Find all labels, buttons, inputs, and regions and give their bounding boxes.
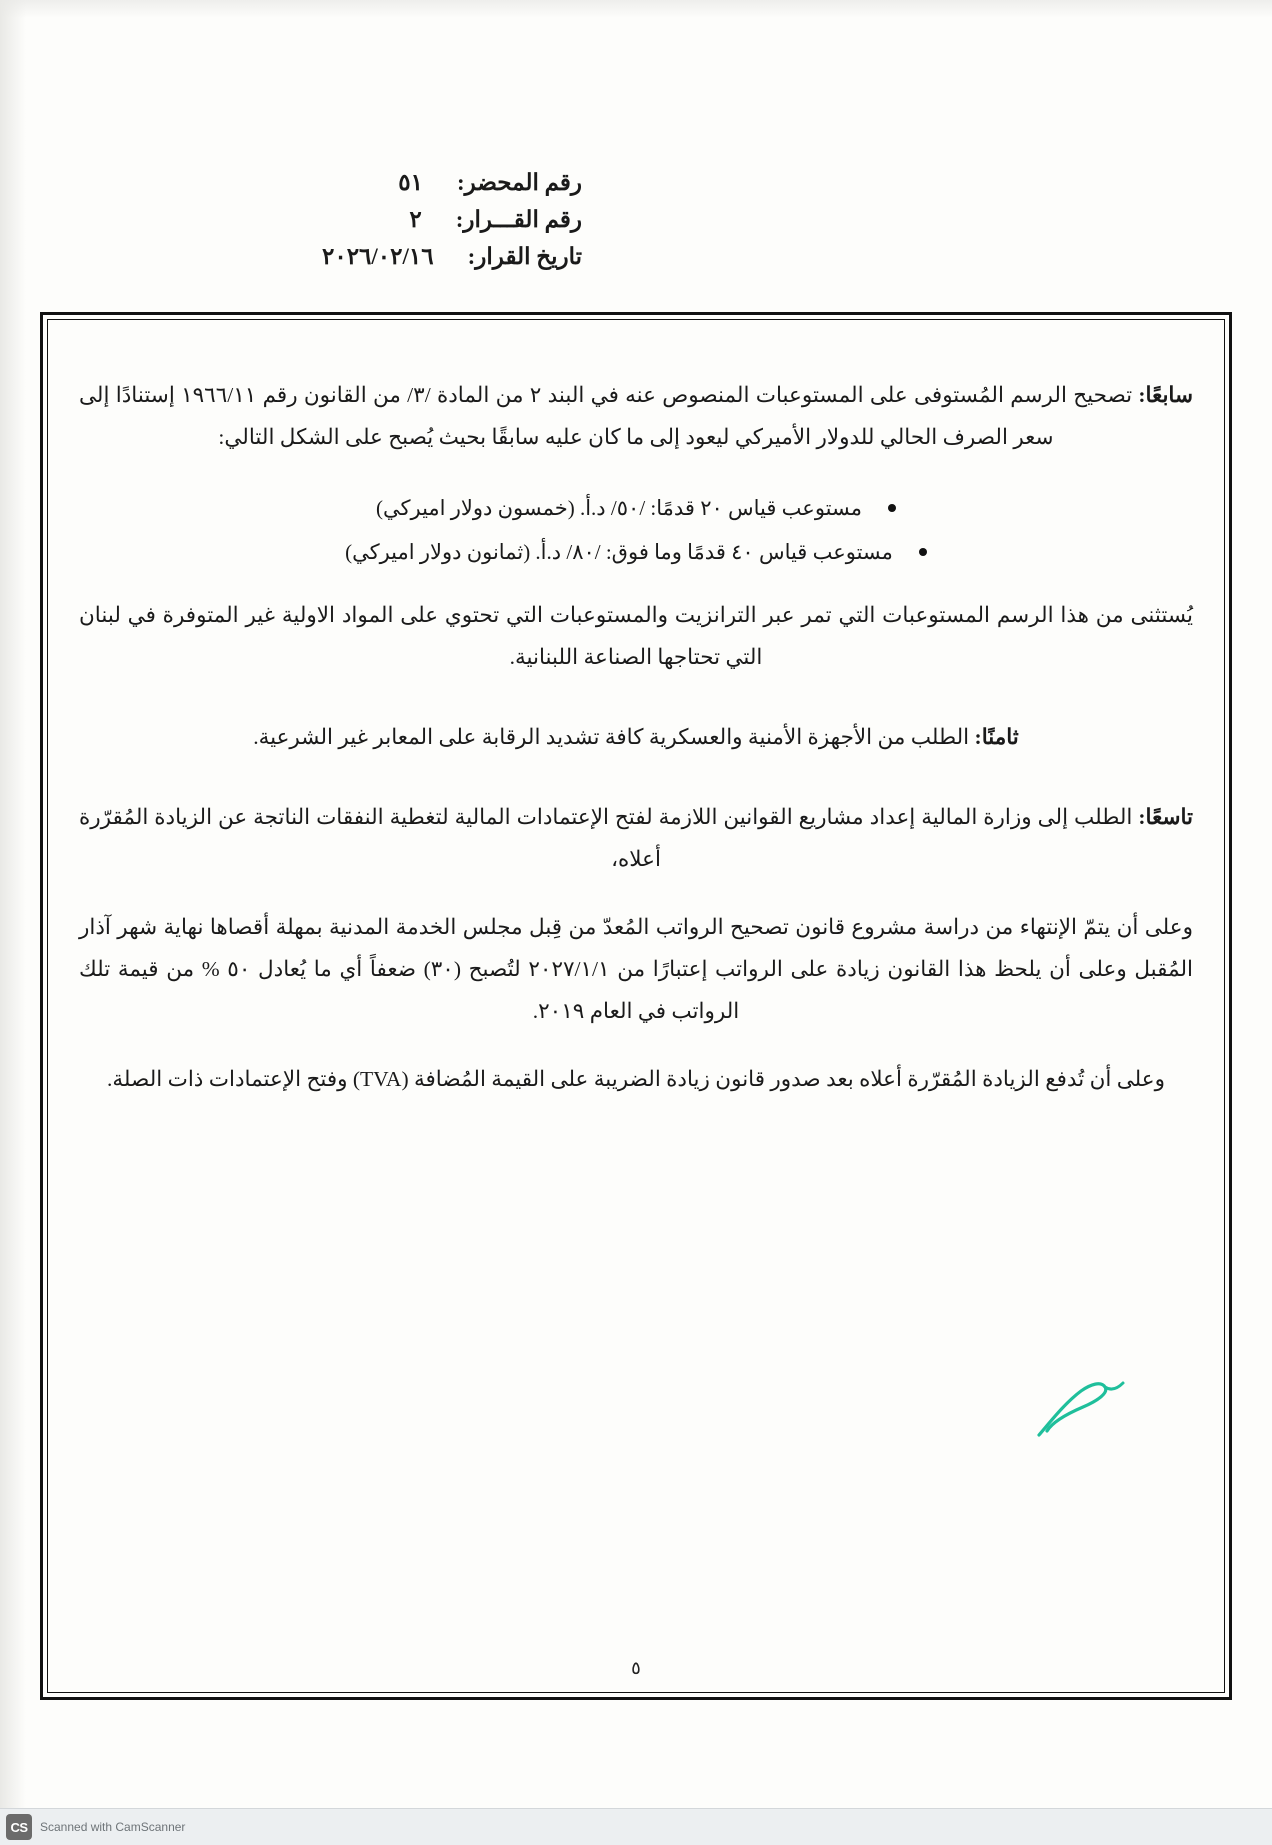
page-number: ٥ [631,1658,641,1678]
fee-40ft-text: مستوعب قياس ٤٠ قدمًا وما فوق: /٨٠/ د.أ. (ثمانون دولار اميركي) [345,540,893,565]
exception-paragraph: يُستثنى من هذا الرسم المستوعبات التي تمر عبر الترانزيت والمستوعبات التي تحتوي على المواد الاولية غير المتوفرة في لبنان التي تحتاجها الصناعة اللبنانية. [79,603,1193,670]
clause-eighth-text: الطلب من الأجهزة الأمنية والعسكرية كافة تشديد الرقابة على المعابر غير الشرعية. [253,725,975,750]
scan-edge-top [0,0,1272,18]
clause-seventh-text: تصحيح الرسم المُستوفى على المستوعبات المنصوص عنه في البند ٢ من المادة /٣/ من القانون رقم ١٩٦٦/١١ إستنادًا إلى سعر الصرف الحالي للدولار الأميركي ليعود إلى ما كان عليه سابقًا بحيث يُصبح على الشكل التالي: [79,383,1139,449]
camscanner-footer [0,1808,1272,1845]
clause-seventh [79,375,1193,459]
camscanner-label: Scanned with CamScanner [40,1820,186,1834]
clause-eighth-lead: ثامنًا: [974,725,1019,750]
minutes-number-label: رقم المحضر: [457,170,582,195]
document-frame [40,312,1232,1700]
document-header [0,170,1272,281]
decision-number-label: رقم القـــرار: [455,207,582,232]
header-row-minutes-number [0,170,1272,196]
clause-ninth [79,797,1193,881]
tva-paragraph: وعلى أن تُدفع الزيادة المُقرّرة أعلاه بعد صدور قانون زيادة الضريبة على القيمة المُضافة (TVA) وفتح الإعتمادات ذات الصلة. [107,1066,1165,1091]
spacer [79,785,1193,797]
bullet-dot-icon [919,548,927,556]
signature-mark [1031,1377,1151,1467]
header-row-decision-date [0,244,1272,270]
spacer [79,705,1193,717]
bullet-dot-icon [888,504,896,512]
clause-ninth-lead: تاسعًا: [1138,804,1193,829]
clause-eighth [79,717,1193,759]
document-body [71,375,1201,1127]
header-row-decision-number [0,207,1272,233]
list-item [79,485,1193,529]
camscanner-logo-icon: CS [6,1814,32,1840]
list-item [79,529,1193,573]
fee-20ft-text: مستوعب قياس ٢٠ قدمًا: /٥٠/ د.أ. (خمسون دولار اميركي) [375,496,862,521]
salaries-paragraph: وعلى أن يتمّ الإنتهاء من دراسة مشروع قانون تصحيح الرواتب المُعدّ من قِبل مجلس الخدمة المدنية بمهلة أقصاها نهاية شهر آذار المُقبل وعلى أن يلحظ هذا القانون زيادة على الرواتب إعتبارًا من ٢٠٢٧/١/١ لتُصبح (٣٠) ضعفاً أي ما يُعادل ٥٠ % من قيمة تلك الرواتب في العام ٢٠١٩. [79,914,1193,1023]
clause-ninth-text: الطلب إلى وزارة المالية إعداد مشاريع القوانين اللازمة لفتح الإعتمادات المالية لتغطية النفقات الناتجة عن الزيادة المُقرّرة أعلاه، [79,804,1139,871]
decision-number-value: ٢ [409,207,422,232]
clause-seventh-lead: سابعًا: [1138,383,1193,407]
decision-date-value: ٢٠٢٦/٠٢/١٦ [321,244,434,269]
container-fee-list [79,485,1193,573]
minutes-number-value: ٥١ [398,170,423,195]
decision-date-label: تاريخ القرار: [467,244,582,269]
